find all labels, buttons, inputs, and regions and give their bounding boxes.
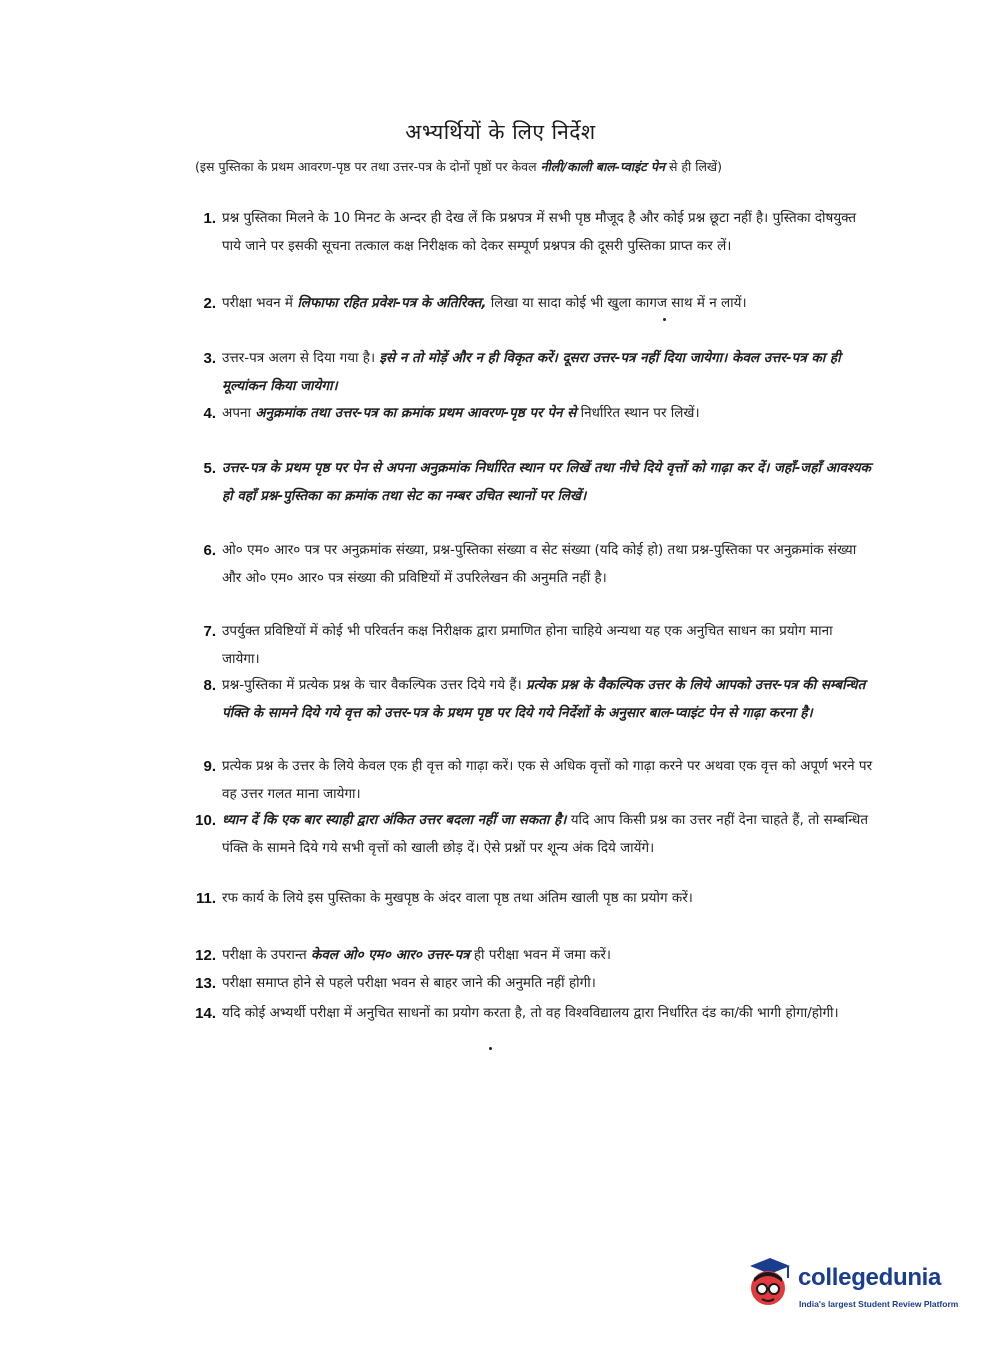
instruction-number: 6. xyxy=(203,542,216,559)
instruction-number: 10. xyxy=(195,812,216,829)
instruction-number: 2. xyxy=(203,295,216,312)
subtitle-suffix: से ही लिखें) xyxy=(664,159,723,174)
instruction-emphasis: इसे न तो मोड़ें और न ही विकृत करें। दूसरा उत्तर-पत्र नहीं दिया जायेगा। केवल उत्तर-पत्र का ही मूल्यांकन किया जायेगा। xyxy=(222,350,841,394)
instruction-emphasis: उत्तर-पत्र के प्रथम पृष्ठ पर पेन से अपना अनुक्रमांक निर्धारित स्थान पर लिखें तथा नीचे दिये वृत्तों को गाढ़ा कर दें। जहाँ-जहाँ आवश्यक हो वहाँ प्रश्न-पुस्तिका का क्रमांक तथा सेट का नम्बर उचित स्थानों पर लिखें। xyxy=(222,460,871,504)
instruction-item xyxy=(203,618,874,673)
collegedunia-logo xyxy=(742,1256,972,1320)
logo-wordmark: collegedunia xyxy=(798,1264,942,1291)
instruction-text: प्रश्न पुस्तिका मिलने के 10 मिनट के अन्दर ही देख लें कि प्रश्नपत्र में सभी पृष्ठ मौजूद है और कोई प्रश्न छूटा नहीं है। पुस्तिका दोषयुक्त पाये जाने पर इसकी सूचना तत्काल कक्ष निरीक्षक को देकर सम्पूर्ण प्रश्नपत्र की दूसरी पुस्तिका प्राप्त कर लें। xyxy=(222,210,857,254)
instruction-number: 11. xyxy=(195,890,216,907)
instruction-number: 12. xyxy=(195,947,216,964)
instruction-number: 7. xyxy=(203,623,216,640)
instruction-text: परीक्षा के उपरान्त xyxy=(222,947,312,963)
instruction-emphasis: केवल ओ० एम० आर० उत्तर-पत्र xyxy=(311,947,470,963)
instruction-text: निर्धारित स्थान पर लिखें। xyxy=(576,405,700,421)
instruction-item xyxy=(195,970,874,998)
instruction-text: परीक्षा भवन में xyxy=(222,295,298,311)
instruction-number: 14. xyxy=(195,1005,216,1022)
instruction-text: उपर्युक्त प्रविष्टियों में कोई भी परिवर्तन कक्ष निरीक्षक द्वारा प्रमाणित होना चाहिये अन्यथा यह एक अनुचित साधन का प्रयोग माना जायेगा। xyxy=(222,623,833,667)
instruction-text: लिखा या सादा कोई भी खुला कागज साथ में न लायें। xyxy=(486,295,747,311)
scan-speck xyxy=(663,318,666,321)
instruction-item xyxy=(203,400,874,428)
instruction-text: यदि कोई अभ्यर्थी परीक्षा में अनुचित साधनों का प्रयोग करता है, तो वह विश्वविद्यालय द्वारा निर्धारित दंड का/की भागी होगा/होगी। xyxy=(222,1005,839,1021)
instruction-text: अपना xyxy=(222,405,256,421)
subtitle-prefix: (इस पुस्तिका के प्रथम आवरण-पृष्ठ पर तथा उत्तर-पत्र के दोनों पृष्ठों पर केवल xyxy=(195,159,541,174)
instruction-emphasis: अनुक्रमांक तथा उत्तर-पत्र का क्रमांक प्रथम आवरण-पृष्ठ पर पेन से xyxy=(255,405,577,421)
instruction-item xyxy=(203,672,874,727)
instruction-number: 3. xyxy=(203,350,216,367)
instruction-emphasis: प्रत्येक प्रश्न के वैकल्पिक उत्तर के लिये आपको उत्तर-पत्र की सम्बन्धित पंक्ति के सामने दिये गये वृत्त को उत्तर-पत्र के प्रथम पृष्ठ पर दिये गये निर्देशों के अनुसार बाल-प्वाइंट पेन से गाढ़ा करना है। xyxy=(222,677,866,721)
page-title: अभ्यर्थियों के लिए निर्देश xyxy=(405,120,596,144)
instruction-text: ही परीक्षा भवन में जमा करें। xyxy=(469,947,612,963)
instruction-item xyxy=(195,1000,874,1028)
scan-speck xyxy=(489,1047,492,1050)
instruction-item xyxy=(203,537,874,592)
instruction-item xyxy=(195,885,874,913)
instruction-emphasis: लिफाफा रहित प्रवेश-पत्र के अतिरिक्त, xyxy=(297,295,487,311)
instruction-number: 8. xyxy=(203,677,216,694)
instruction-number: 1. xyxy=(203,210,216,227)
instruction-text: प्रत्येक प्रश्न के उत्तर के लिये केवल एक ही वृत्त को गाढ़ा करें। एक से अधिक वृत्तों को गाढ़ा करने पर अथवा एक वृत्त को अपूर्ण भरने पर वह उत्तर गलत माना जायेगा। xyxy=(222,758,873,802)
instruction-number: 5. xyxy=(203,460,216,477)
instruction-number: 13. xyxy=(195,975,216,992)
instruction-item xyxy=(195,942,874,970)
logo-tagline: India's largest Student Review Platform xyxy=(799,1299,959,1309)
instruction-item xyxy=(203,205,874,260)
instruction-text: प्रश्न-पुस्तिका में प्रत्येक प्रश्न के चार वैकल्पिक उत्तर दिये गये हैं। xyxy=(222,677,526,693)
subtitle-emphasis: नीली/काली बाल-प्वाइंट पेन xyxy=(540,159,665,174)
instruction-item xyxy=(203,455,874,510)
instruction-item xyxy=(195,807,874,862)
instruction-text: उत्तर-पत्र अलग से दिया गया है। xyxy=(222,350,380,366)
instruction-text: परीक्षा समाप्त होने से पहले परीक्षा भवन से बाहर जाने की अनुमति नहीं होगी। xyxy=(222,975,596,991)
instructions-subtitle xyxy=(195,158,885,175)
instruction-item xyxy=(203,753,874,808)
instruction-item xyxy=(203,345,874,400)
instruction-number: 4. xyxy=(203,405,216,422)
instruction-item xyxy=(203,290,874,318)
instruction-number: 9. xyxy=(203,758,216,775)
instruction-text: रफ कार्य के लिये इस पुस्तिका के मुखपृष्ठ के अंदर वाला पृष्ठ तथा अंतिम खाली पृष्ठ का प्रयोग करें। xyxy=(222,890,693,906)
graduate-mascot-icon xyxy=(742,1256,794,1314)
instruction-text: यदि आप किसी प्रश्न का उत्तर नहीं देना चाहते हैं, तो सम्बन्धित पंक्ति के सामने दिये गये सभी वृत्तों को खाली छोड़ दें। ऐसे प्रश्नों पर शून्य अंक दिये जायेंगे। xyxy=(222,812,869,856)
instruction-emphasis: ध्यान दें कि एक बार स्याही द्वारा अंकित उत्तर बदला नहीं जा सकता है। xyxy=(222,812,567,828)
instruction-text: ओ० एम० आर० पत्र पर अनुक्रमांक संख्या, प्रश्न-पुस्तिका संख्या व सेट संख्या (यदि कोई हो) तथा प्रश्न-पुस्तिका पर अनुक्रमांक संख्या और ओ० एम० आर० पत्र संख्या की प्रविष्टियों में उपरिलेखन की अनुमति नहीं है। xyxy=(222,542,857,586)
